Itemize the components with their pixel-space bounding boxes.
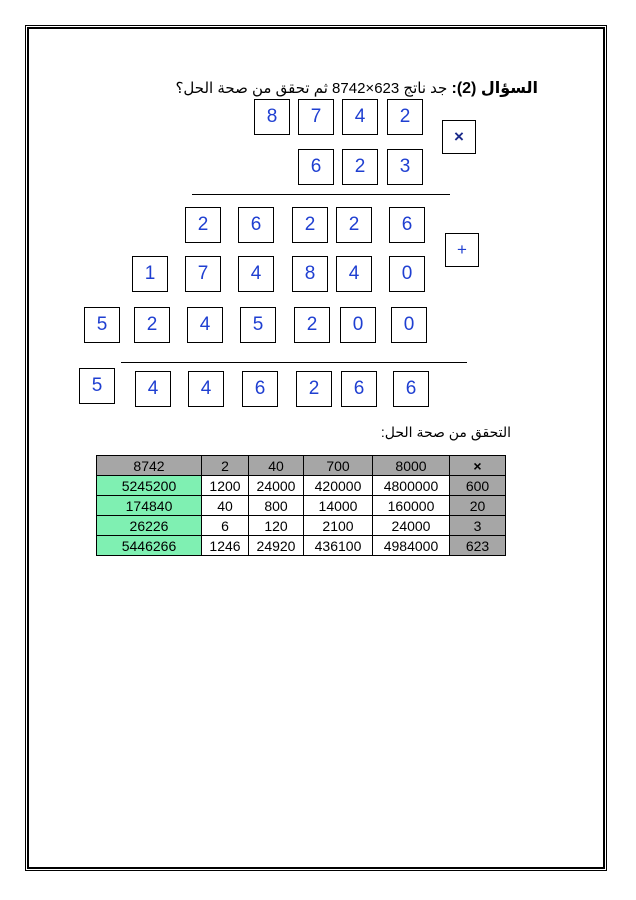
table-cell: 160000	[373, 496, 450, 516]
table-header-cell: 40	[249, 456, 304, 476]
table-row	[97, 536, 506, 556]
partial-3-digit: 5	[84, 307, 120, 343]
result-digit: 2	[296, 371, 332, 407]
partial-2-digit: 1	[132, 256, 168, 292]
partial-3-digit: 2	[294, 307, 330, 343]
table-cell: 420000	[304, 476, 373, 496]
partial-3-digit: 4	[187, 307, 223, 343]
result-digit: 4	[135, 371, 171, 407]
result-digit: 4	[188, 371, 224, 407]
table-row	[97, 476, 506, 496]
multiplicand-digit: 7	[298, 99, 334, 135]
partial-2-digit: 4	[336, 256, 372, 292]
result-digit: 6	[242, 371, 278, 407]
table-total-cell: 5245200	[97, 476, 202, 496]
multiplier-digit: 3	[387, 149, 423, 185]
partial-3-digit: 0	[391, 307, 427, 343]
partial-3-digit: 5	[240, 307, 276, 343]
partial-1-digit: 2	[336, 207, 372, 243]
table-cell: 40	[202, 496, 249, 516]
table-row-header: 623	[450, 536, 506, 556]
table-header-cell: 700	[304, 456, 373, 476]
table-cell: 1200	[202, 476, 249, 496]
partial-1-digit: 6	[389, 207, 425, 243]
verification-label: التحقق من صحة الحل:	[380, 424, 511, 440]
table-total-cell: 5446266	[97, 536, 202, 556]
table-cell: 4984000	[373, 536, 450, 556]
partial-2-digit: 7	[185, 256, 221, 292]
partial-2-digit: 4	[238, 256, 274, 292]
table-cell: 6	[202, 516, 249, 536]
multiplicand-digit: 2	[387, 99, 423, 135]
plus-sign-icon: +	[445, 233, 479, 267]
multiplier-digit: 6	[298, 149, 334, 185]
table-total-cell: 174840	[97, 496, 202, 516]
multiplier-digit: 2	[342, 149, 378, 185]
partial-1-digit: 2	[185, 207, 221, 243]
partial-2-digit: 8	[292, 256, 328, 292]
result-digit: 5	[79, 368, 115, 404]
table-header-cell: 2	[202, 456, 249, 476]
sum-divider	[121, 362, 467, 363]
question-body: جد ناتج 623×8742 ثم تحقق من صحة الحل؟	[175, 80, 448, 97]
table-header-row	[97, 456, 506, 476]
partial-3-digit: 0	[340, 307, 376, 343]
table-row	[97, 496, 506, 516]
multiply-sign-icon: ×	[442, 120, 476, 154]
table-cell: 24000	[373, 516, 450, 536]
table-cell: 4800000	[373, 476, 450, 496]
partial-1-digit: 6	[238, 207, 274, 243]
result-digit: 6	[341, 371, 377, 407]
partial-3-digit: 2	[134, 307, 170, 343]
table-row-header: 600	[450, 476, 506, 496]
partial-2-digit: 0	[389, 256, 425, 292]
table-row-header: 3	[450, 516, 506, 536]
multiplicand-digit: 4	[342, 99, 378, 135]
table-cell: 24920	[249, 536, 304, 556]
product-divider	[192, 194, 450, 195]
question-label: السؤال (2):	[451, 80, 538, 97]
partial-1-digit: 2	[292, 207, 328, 243]
table-cell: 800	[249, 496, 304, 516]
table-cell: 436100	[304, 536, 373, 556]
verification-table	[96, 455, 506, 556]
table-cell: 2100	[304, 516, 373, 536]
table-total-cell: 26226	[97, 516, 202, 536]
question-text	[175, 78, 538, 98]
table-header-cell: 8000	[373, 456, 450, 476]
table-cell: 120	[249, 516, 304, 536]
table-header-cell: 8742	[97, 456, 202, 476]
table-cell: 1246	[202, 536, 249, 556]
table-header-cell: ×	[450, 456, 506, 476]
table-row-header: 20	[450, 496, 506, 516]
table-cell: 14000	[304, 496, 373, 516]
multiplicand-digit: 8	[254, 99, 290, 135]
table-row	[97, 516, 506, 536]
result-digit: 6	[393, 371, 429, 407]
table-cell: 24000	[249, 476, 304, 496]
